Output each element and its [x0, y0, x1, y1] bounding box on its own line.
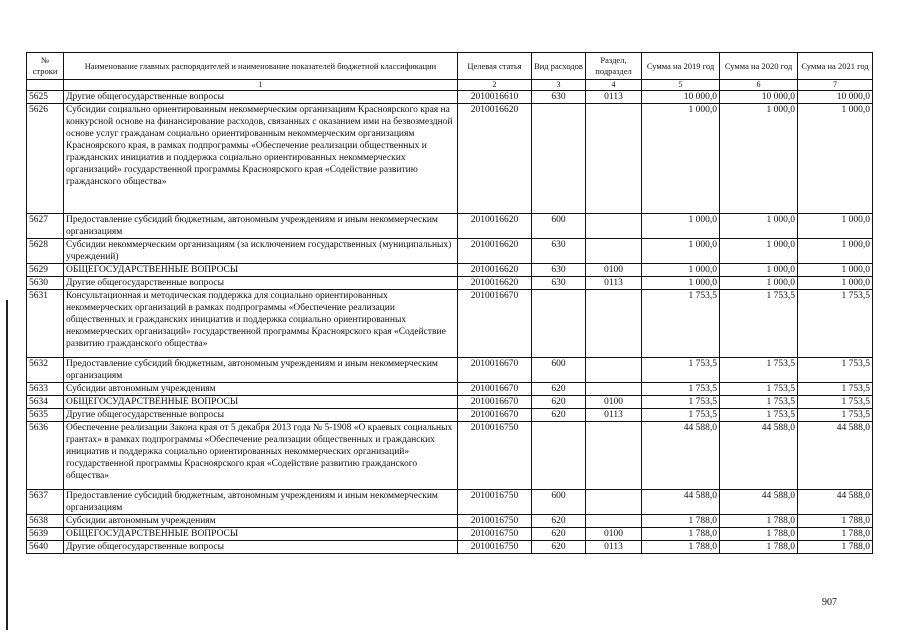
- sum-2021: 1 788,0: [798, 515, 873, 528]
- header-expense-type: Вид расходов: [532, 53, 586, 80]
- row-name: Субсидии некоммерческим организациям (за исключением государственных (муниципальных) учреждений): [64, 239, 458, 264]
- target-article: 2010016750: [458, 515, 532, 528]
- section-code: 0100: [586, 396, 642, 409]
- header-row-number: № строки: [27, 53, 64, 80]
- row-number: 5626: [27, 104, 64, 214]
- row-name: Субсидии социально ориентированным некоммерческим организациям Красноярского края на конкурсной основе на финансирование расходов, связанных с оказанием ими на безвозмездной основе услуг гражданам социально ориентированным некоммерческим организациям Красноярского края, в рамках подпрограммы «Обеспечение реализации общественных и гражданских инициатив и поддержка социально ориентированных некоммерческих организаций» государственной программы Красноярского края «Содействие развитию гражданского общества»: [64, 104, 458, 214]
- table-row: [27, 383, 873, 396]
- column-number: [27, 80, 64, 91]
- table-row: [27, 91, 873, 104]
- row-name: Предоставление субсидий бюджетным, автономным учреждениям и иным некоммерческим организациям: [64, 214, 458, 239]
- row-number: 5631: [27, 290, 64, 358]
- header-sum-2020: Сумма на 2020 год: [720, 53, 798, 80]
- expense-type: 620: [532, 528, 586, 541]
- row-number: 5634: [27, 396, 64, 409]
- row-name: Другие общегосударственные вопросы: [64, 541, 458, 554]
- row-name: Предоставление субсидий бюджетным, автономным учреждениям и иным некоммерческим организациям: [64, 490, 458, 515]
- column-number: 7: [798, 80, 873, 91]
- section-code: [586, 239, 642, 264]
- section-code: [586, 515, 642, 528]
- sum-2021: 1 788,0: [798, 541, 873, 554]
- sum-2020: 1 788,0: [720, 515, 798, 528]
- target-article: 2010016620: [458, 239, 532, 264]
- sum-2019: 44 588,0: [642, 422, 720, 490]
- header-sum-2021: Сумма на 2021 год: [798, 53, 873, 80]
- table-row: [27, 409, 873, 422]
- sum-2019: 1 753,5: [642, 409, 720, 422]
- sum-2019: 1 788,0: [642, 528, 720, 541]
- expense-type: 620: [532, 383, 586, 396]
- sum-2020: 1 788,0: [720, 528, 798, 541]
- expense-type: 600: [532, 214, 586, 239]
- sum-2019: 1 788,0: [642, 541, 720, 554]
- column-number: 5: [642, 80, 720, 91]
- header-target-article: Целевая статья: [458, 53, 532, 80]
- column-number-row: [27, 80, 873, 91]
- budget-table: [26, 52, 873, 554]
- column-number: 1: [64, 80, 458, 91]
- header-name: Наименование главных распорядителей и наименование показателей бюджетной классификации: [64, 53, 458, 80]
- table-row: [27, 358, 873, 383]
- sum-2019: 1 000,0: [642, 214, 720, 239]
- expense-type: [532, 290, 586, 358]
- column-number: 3: [532, 80, 586, 91]
- table-row: [27, 290, 873, 358]
- expense-type: 600: [532, 490, 586, 515]
- row-number: 5633: [27, 383, 64, 396]
- expense-type: 620: [532, 409, 586, 422]
- row-number: 5639: [27, 528, 64, 541]
- sum-2021: 1 788,0: [798, 528, 873, 541]
- header-sum-2019: Сумма на 2019 год: [642, 53, 720, 80]
- row-number: 5637: [27, 490, 64, 515]
- column-number: 4: [586, 80, 642, 91]
- row-number: 5627: [27, 214, 64, 239]
- section-code: [586, 214, 642, 239]
- column-number: 2: [458, 80, 532, 91]
- sum-2021: 1 000,0: [798, 104, 873, 214]
- header-section: Раздел, подраздел: [586, 53, 642, 80]
- section-code: [586, 290, 642, 358]
- table-header-row: [27, 53, 873, 80]
- sum-2021: 1 000,0: [798, 214, 873, 239]
- row-name: Другие общегосударственные вопросы: [64, 91, 458, 104]
- sum-2019: 1 753,5: [642, 396, 720, 409]
- sum-2019: 10 000,0: [642, 91, 720, 104]
- sum-2021: 1 000,0: [798, 239, 873, 264]
- sum-2020: 1 753,5: [720, 358, 798, 383]
- table-row: [27, 541, 873, 554]
- expense-type: [532, 422, 586, 490]
- page-number: 907: [822, 597, 837, 608]
- row-number: 5632: [27, 358, 64, 383]
- target-article: 2010016670: [458, 290, 532, 358]
- expense-type: 620: [532, 515, 586, 528]
- sum-2019: 1 753,5: [642, 290, 720, 358]
- section-code: 0113: [586, 277, 642, 290]
- table-row: [27, 264, 873, 277]
- scan-margin-line: [6, 300, 8, 630]
- expense-type: 630: [532, 239, 586, 264]
- sum-2019: 44 588,0: [642, 490, 720, 515]
- sum-2021: 1 753,5: [798, 383, 873, 396]
- target-article: 2010016670: [458, 358, 532, 383]
- sum-2020: 1 753,5: [720, 383, 798, 396]
- table-row: [27, 422, 873, 490]
- section-code: 0113: [586, 91, 642, 104]
- section-code: [586, 383, 642, 396]
- row-name: ОБЩЕГОСУДАРСТВЕННЫЕ ВОПРОСЫ: [64, 528, 458, 541]
- sum-2020: 1 753,5: [720, 396, 798, 409]
- sum-2020: 1 000,0: [720, 104, 798, 214]
- sum-2020: 1 753,5: [720, 409, 798, 422]
- table-row: [27, 239, 873, 264]
- section-code: 0113: [586, 541, 642, 554]
- section-code: [586, 490, 642, 515]
- sum-2020: 1 000,0: [720, 239, 798, 264]
- section-code: [586, 104, 642, 214]
- table-row: [27, 214, 873, 239]
- expense-type: 600: [532, 358, 586, 383]
- target-article: 2010016620: [458, 264, 532, 277]
- target-article: 2010016670: [458, 396, 532, 409]
- sum-2020: 1 000,0: [720, 277, 798, 290]
- row-number: 5629: [27, 264, 64, 277]
- expense-type: 630: [532, 264, 586, 277]
- target-article: 2010016620: [458, 277, 532, 290]
- expense-type: [532, 104, 586, 214]
- sum-2020: 1 788,0: [720, 541, 798, 554]
- section-code: 0100: [586, 264, 642, 277]
- sum-2020: 10 000,0: [720, 91, 798, 104]
- row-number: 5635: [27, 409, 64, 422]
- sum-2020: 44 588,0: [720, 422, 798, 490]
- table-body: [27, 91, 873, 554]
- sum-2021: 1 753,5: [798, 290, 873, 358]
- sum-2020: 1 000,0: [720, 264, 798, 277]
- sum-2020: 44 588,0: [720, 490, 798, 515]
- table-row: [27, 528, 873, 541]
- sum-2021: 44 588,0: [798, 422, 873, 490]
- section-code: [586, 358, 642, 383]
- sum-2019: 1 753,5: [642, 383, 720, 396]
- sum-2019: 1 788,0: [642, 515, 720, 528]
- table-row: [27, 490, 873, 515]
- sum-2019: 1 000,0: [642, 239, 720, 264]
- row-name: Субсидии автономным учреждениям: [64, 383, 458, 396]
- sum-2021: 44 588,0: [798, 490, 873, 515]
- row-name: ОБЩЕГОСУДАРСТВЕННЫЕ ВОПРОСЫ: [64, 396, 458, 409]
- row-name: ОБЩЕГОСУДАРСТВЕННЫЕ ВОПРОСЫ: [64, 264, 458, 277]
- sum-2021: 1 000,0: [798, 264, 873, 277]
- column-number: 6: [720, 80, 798, 91]
- row-number: 5628: [27, 239, 64, 264]
- section-code: 0100: [586, 528, 642, 541]
- sum-2021: 1 753,5: [798, 358, 873, 383]
- sum-2021: 1 753,5: [798, 396, 873, 409]
- target-article: 2010016670: [458, 383, 532, 396]
- row-number: 5640: [27, 541, 64, 554]
- sum-2020: 1 753,5: [720, 290, 798, 358]
- target-article: 2010016610: [458, 91, 532, 104]
- sum-2020: 1 000,0: [720, 214, 798, 239]
- target-article: 2010016620: [458, 104, 532, 214]
- target-article: 2010016670: [458, 409, 532, 422]
- sum-2019: 1 000,0: [642, 277, 720, 290]
- sum-2019: 1 000,0: [642, 104, 720, 214]
- row-name: Субсидии автономным учреждениям: [64, 515, 458, 528]
- sum-2021: 1 753,5: [798, 409, 873, 422]
- table-row: [27, 104, 873, 214]
- row-number: 5625: [27, 91, 64, 104]
- row-number: 5638: [27, 515, 64, 528]
- table-row: [27, 515, 873, 528]
- row-name: Другие общегосударственные вопросы: [64, 409, 458, 422]
- section-code: [586, 422, 642, 490]
- sum-2021: 1 000,0: [798, 277, 873, 290]
- sum-2021: 10 000,0: [798, 91, 873, 104]
- expense-type: 620: [532, 541, 586, 554]
- target-article: 2010016750: [458, 541, 532, 554]
- row-name: Другие общегосударственные вопросы: [64, 277, 458, 290]
- sum-2019: 1 000,0: [642, 264, 720, 277]
- row-number: 5636: [27, 422, 64, 490]
- row-name: Предоставление субсидий бюджетным, автономным учреждениям и иным некоммерческим организациям: [64, 358, 458, 383]
- target-article: 2010016750: [458, 422, 532, 490]
- target-article: 2010016750: [458, 490, 532, 515]
- row-name: Обеспечение реализации Закона края от 5 декабря 2013 года № 5-1908 «О краевых социальных грантах» в рамках подпрограммы «Обеспечение реализации общественных и гражданских инициатив и поддержка социально ориентированных некоммерческих организаций» государственной программы Красноярского края «Содействие развитию гражданского общества»: [64, 422, 458, 490]
- section-code: 0113: [586, 409, 642, 422]
- expense-type: 620: [532, 396, 586, 409]
- expense-type: 630: [532, 277, 586, 290]
- target-article: 2010016620: [458, 214, 532, 239]
- row-number: 5630: [27, 277, 64, 290]
- expense-type: 630: [532, 91, 586, 104]
- table-row: [27, 277, 873, 290]
- sum-2019: 1 753,5: [642, 358, 720, 383]
- table-row: [27, 396, 873, 409]
- target-article: 2010016750: [458, 528, 532, 541]
- row-name: Консультационная и методическая поддержка для социально ориентированных некоммерческих организаций в рамках подпрограммы «Обеспечение реализации общественных и гражданских инициатив и поддержка социально ориентированных некоммерческих организаций» государственной программы Красноярского края «Содействие развитию гражданского общества»: [64, 290, 458, 358]
